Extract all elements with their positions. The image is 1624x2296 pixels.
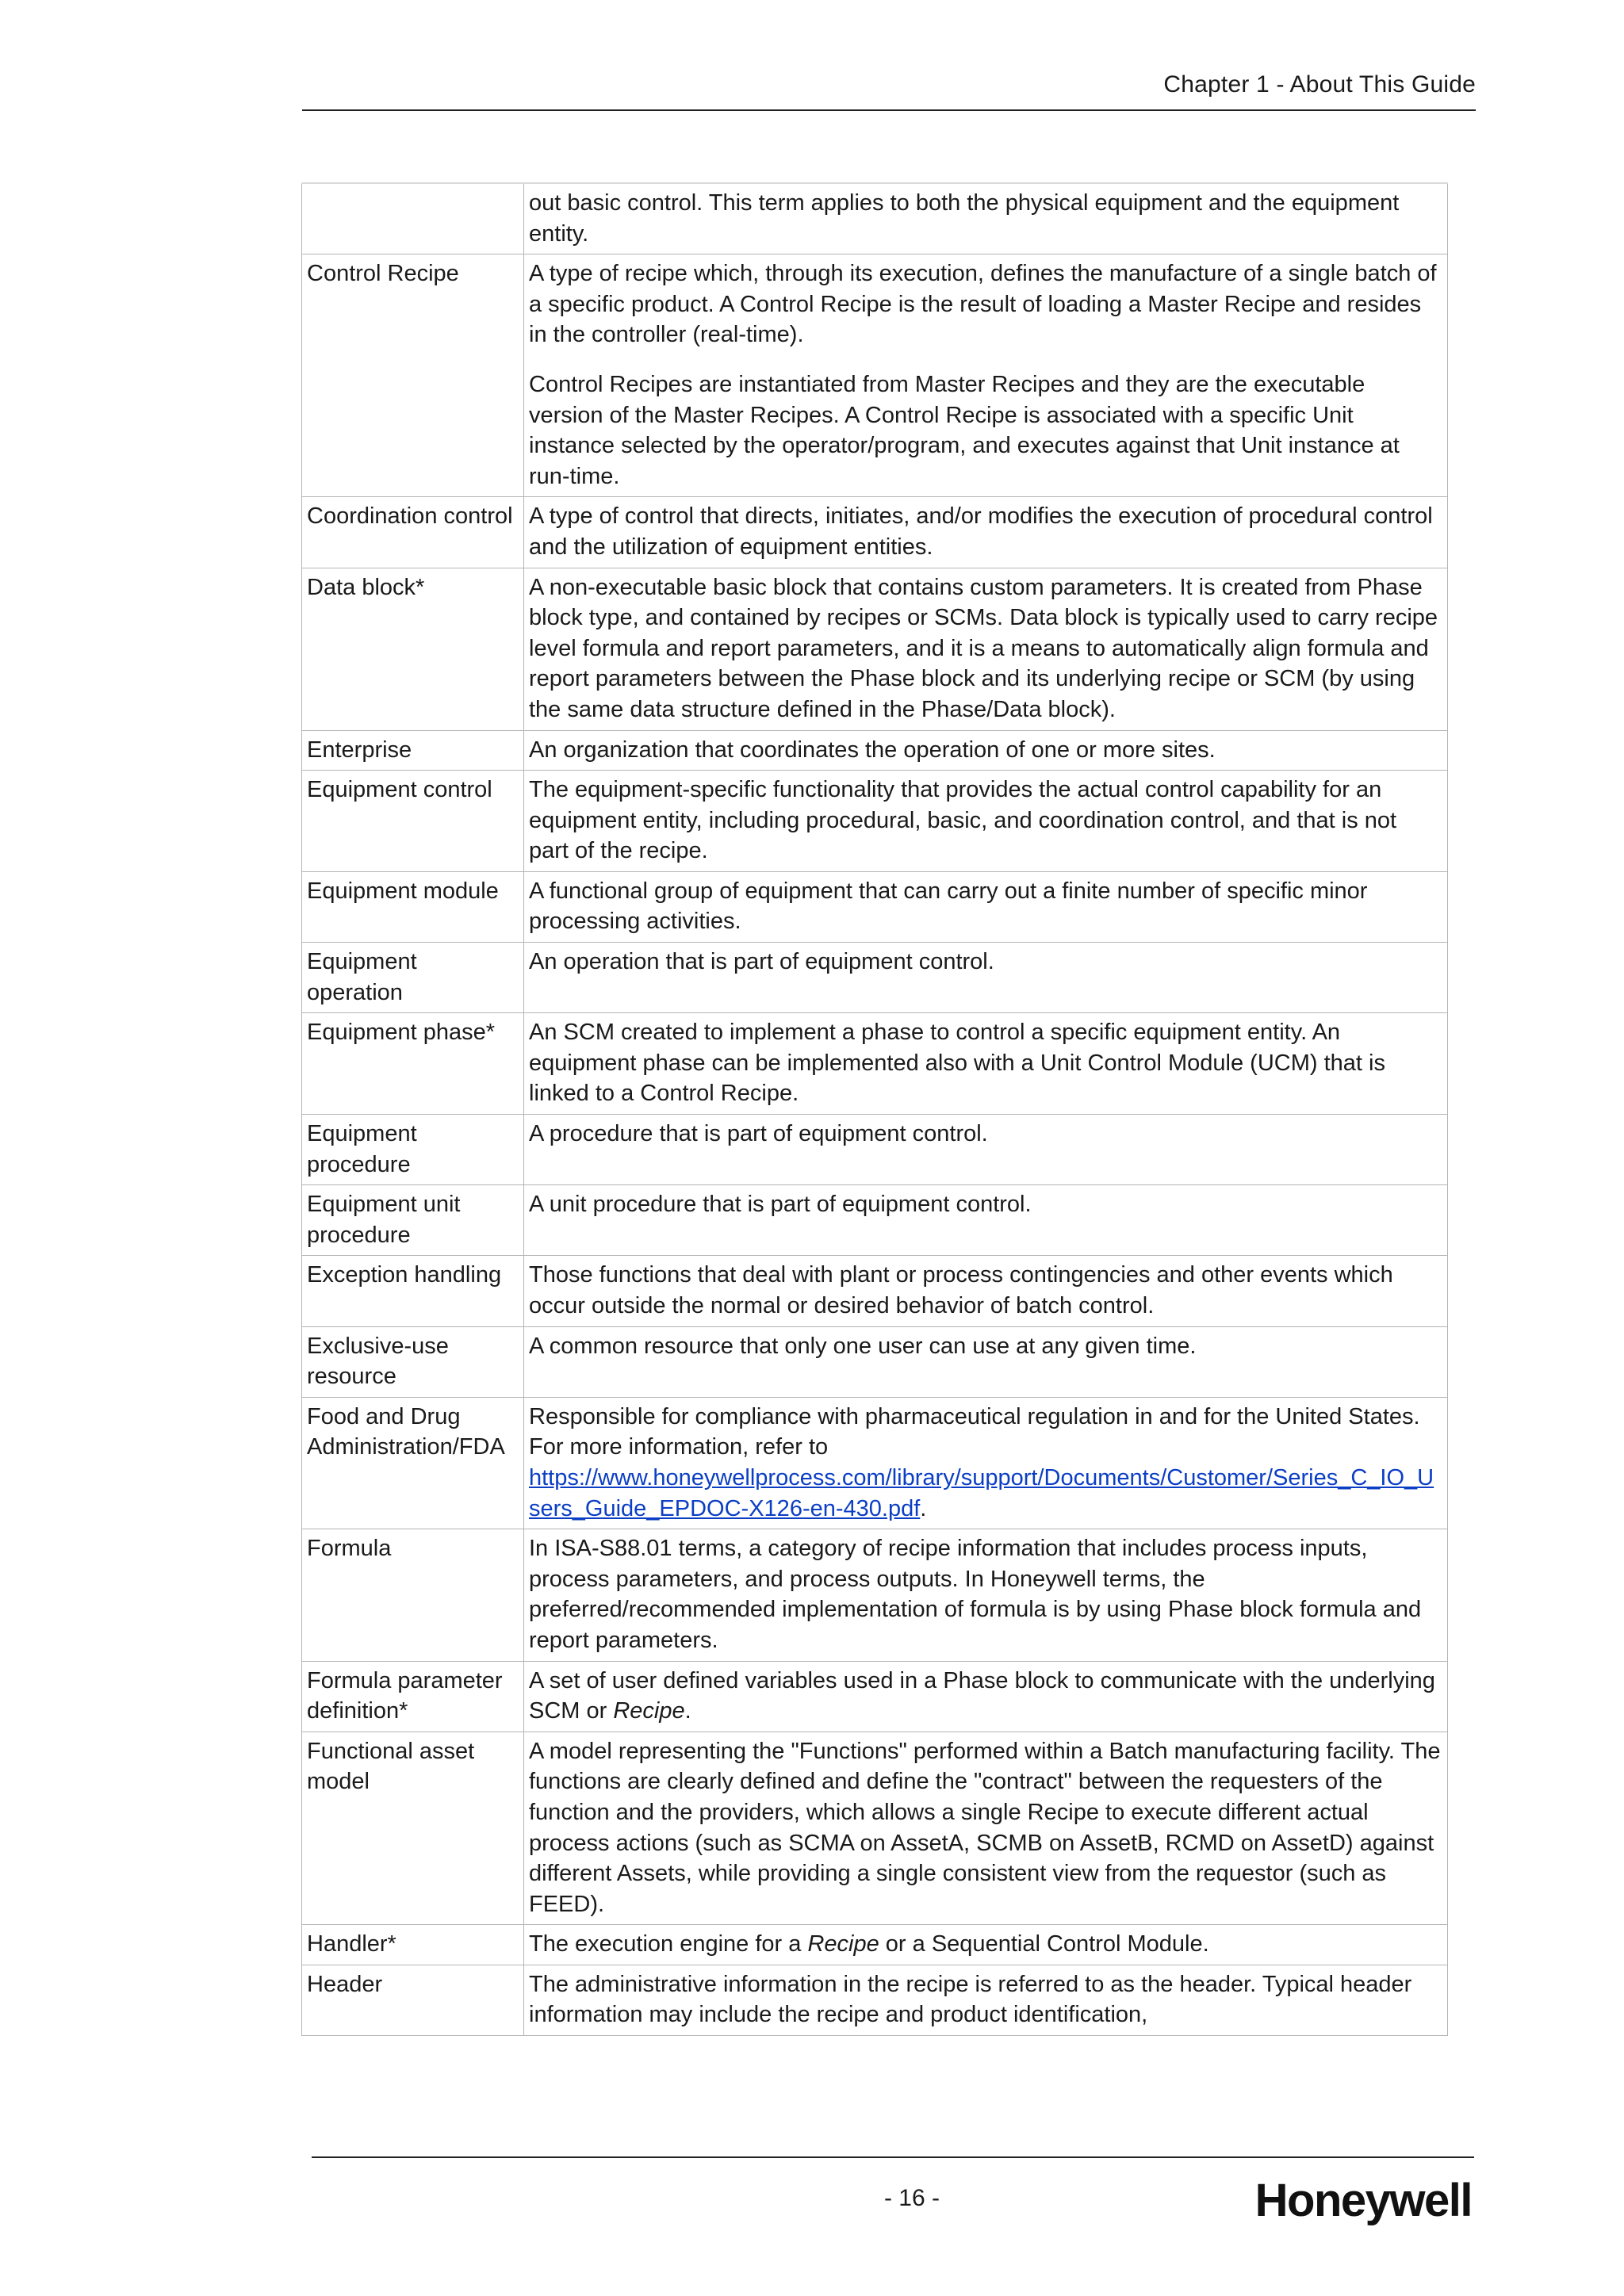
definition-paragraph: Control Recipes are instantiated from Master Recipes and they are the executable version of the Master Recipes. A Control Recipe is associated with a specific Unit instance selected by the operator/program, and executes against that Unit instance at run-time. [529,371,1400,489]
documentation-link[interactable]: https://www.honeywellprocess.com/library/support/Documents/Customer/Series_C_IO_Users_Guide_EPDOC-X126-en-430.pdf [529,1464,1434,1521]
definition-emphasis: Recipe [613,1698,685,1724]
definition-paragraph: An SCM created to implement a phase to control a specific equipment entity. An equipment phase can be implemented also with a Unit Control Module (UCM) that is linked to a Control Recipe. [529,1020,1385,1107]
glossary-term: Handler* [302,1925,524,1965]
glossary-term: Formula parameter definition* [302,1661,524,1732]
glossary-row [302,771,1448,872]
glossary-term [302,183,524,254]
glossary-definition [524,1529,1448,1661]
glossary-row [302,1397,1448,1529]
glossary-definition [524,1732,1448,1925]
glossary-term: Equipment unit procedure [302,1185,524,1256]
glossary-row [302,183,1448,254]
glossary-table [301,182,1448,2036]
glossary-row [302,1013,1448,1115]
footer-divider [312,2156,1474,2158]
glossary-definition [524,1397,1448,1529]
definition-paragraph [529,1929,1442,1960]
page-number: - 16 - [883,2185,940,2211]
glossary-term: Equipment operation [302,943,524,1013]
glossary-term: Equipment module [302,871,524,942]
glossary-definition [524,1115,1448,1185]
glossary-definition [524,1185,1448,1256]
definition-paragraph: A model representing the "Functions" performed within a Batch manufacturing facility. The functions are clearly defined and define the "contract" between the requesters of the function and the providers, which allows a single Recipe to execute different actual process actions (such as SCMA on AssetA, SCMB on AssetB, RCMD on AssetD) against different Assets, while providing a single consistent view from the requestor (such as FEED). [529,1738,1441,1917]
glossary-row [302,1661,1448,1732]
glossary-row [302,1115,1448,1185]
glossary-definition [524,1013,1448,1115]
glossary-term: Control Recipe [302,254,524,497]
glossary-term: Exclusive-use resource [302,1326,524,1397]
glossary-row [302,1529,1448,1661]
definition-text: A set of user defined variables used in a Phase block to communicate with the underlying SCM or [529,1667,1435,1724]
definition-link-paragraph [529,1463,1442,1524]
chapter-title: Chapter 1 - About This Guide [1163,71,1476,98]
glossary-definition [524,1326,1448,1397]
glossary-row [302,1732,1448,1925]
glossary-row [302,254,1448,497]
definition-emphasis: Recipe [807,1931,879,1957]
glossary-definition [524,568,1448,730]
definition-paragraph: In ISA-S88.01 terms, a category of recipe information that includes process inputs, process parameters, and process outputs. In Honeywell terms, the preferred/recommended implementation of formula is by using Phase block formula and report parameters. [529,1536,1422,1653]
glossary-row [302,1326,1448,1397]
glossary-definition [524,183,1448,254]
definition-paragraph: The administrative information in the recipe is referred to as the header. Typical header information may include the recipe and product identification, [529,1971,1412,2028]
definition-text: or a Sequential Control Module. [879,1931,1209,1957]
glossary-term: Equipment control [302,771,524,872]
definition-paragraph: A non-executable basic block that contains custom parameters. It is created from Phase block type, and contained by recipes or SCMs. Data block is typically used to carry recipe level formula and report parameters, and it is a means to automatically align formula and report parameters between the Phase block and its underlying recipe or SCM (by using the same data structure defined in the Phase/Data block). [529,574,1438,722]
glossary-definition [524,730,1448,771]
honeywell-logo: Honeywell [1254,2175,1472,2226]
definition-paragraph: The equipment-specific functionality that provides the actual control capability for an equipment entity, including procedural, basic, and coordination control, and that is not part of the recipe. [529,777,1397,864]
glossary-definition [524,497,1448,568]
glossary-row [302,1185,1448,1256]
page-header [302,71,1476,111]
glossary-definition [524,871,1448,942]
glossary-row [302,1256,1448,1326]
glossary-term: Equipment phase* [302,1013,524,1115]
definition-paragraph: A type of control that directs, initiates, and/or modifies the execution of procedural control and the utilization of equipment entities. [529,503,1433,560]
glossary-term: Equipment procedure [302,1115,524,1185]
glossary-term: Coordination control [302,497,524,568]
definition-paragraph: An organization that coordinates the operation of one or more sites. [529,737,1216,763]
definition-paragraph: Those functions that deal with plant or process contingencies and other events which occur outside the normal or desired behavior of batch control. [529,1262,1393,1318]
glossary-definition [524,254,1448,497]
glossary-term: Functional asset model [302,1732,524,1925]
definition-paragraph: A common resource that only one user can use at any given time. [529,1333,1197,1359]
definition-paragraph [529,1666,1442,1727]
glossary-row [302,943,1448,1013]
definition-paragraph: A procedure that is part of equipment control. [529,1121,988,1147]
definition-text: . [684,1698,691,1724]
glossary-row [302,1965,1448,2035]
glossary-term: Formula [302,1529,524,1661]
definition-paragraph: Responsible for compliance with pharmaceutical regulation in and for the United States. For more information, refer to [529,1403,1420,1460]
definition-paragraph: out basic control. This term applies to both the physical equipment and the equipment entity. [529,190,1400,247]
definition-paragraph: An operation that is part of equipment control. [529,949,994,975]
definition-text: The execution engine for a [529,1931,808,1957]
glossary-definition [524,1965,1448,2035]
glossary-row [302,1925,1448,1965]
glossary-row [302,497,1448,568]
glossary-term: Header [302,1965,524,2035]
glossary-term: Food and Drug Administration/FDA [302,1397,524,1529]
glossary-definition [524,1925,1448,1965]
glossary-row [302,568,1448,730]
glossary-term: Enterprise [302,730,524,771]
glossary-term: Exception handling [302,1256,524,1326]
glossary-definition [524,771,1448,872]
link-suffix: . [920,1495,927,1521]
glossary-term: Data block* [302,568,524,730]
glossary-row [302,871,1448,942]
definition-paragraph: A type of recipe which, through its execution, defines the manufacture of a single batch of a specific product. A Control Recipe is the result of loading a Master Recipe and resides in the controller (real-time). [529,261,1437,348]
glossary-definition [524,1661,1448,1732]
definition-paragraph: A unit procedure that is part of equipment control. [529,1192,1032,1218]
glossary-row [302,730,1448,771]
glossary-definition [524,1256,1448,1326]
definition-paragraph: A functional group of equipment that can carry out a finite number of specific minor processing activities. [529,878,1368,935]
glossary-definition [524,943,1448,1013]
